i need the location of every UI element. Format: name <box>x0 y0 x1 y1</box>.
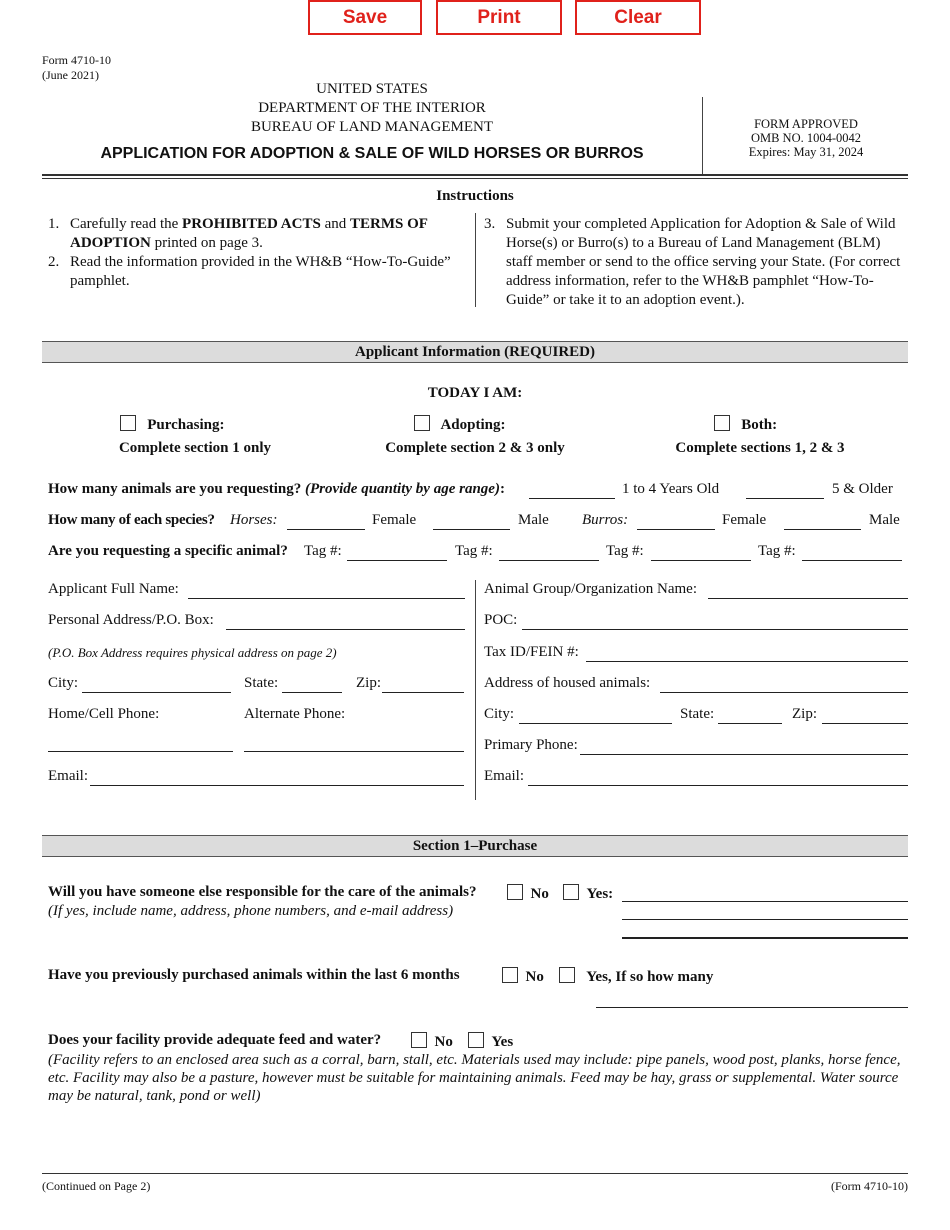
instruction-text: Carefully read the <box>70 216 183 232</box>
approval-line-1: FORM APPROVED <box>754 117 858 131</box>
tag-label-2: Tag #: <box>455 543 493 559</box>
instruction-text: Submit your completed Application for Adoption & Sale of Wild Horse(s) or Burro(s) to a Bureau of Land Management (BLM) staff member or send to the office serving your State. (For correct address information, refer to the WH&B pamphlet “How-To-Guide” or take it to an adoption event.). <box>506 216 901 308</box>
burros-label: Burros: <box>582 512 629 528</box>
housed-address-label: Address of housed animals: <box>484 675 651 691</box>
home-phone-label: Home/Cell Phone: <box>48 706 160 722</box>
horses-female-input[interactable] <box>287 513 365 530</box>
form-date: (June 2021) <box>42 68 99 82</box>
instructions-left <box>48 215 468 291</box>
tag-label-3: Tag #: <box>606 543 644 559</box>
header-rule-top <box>42 174 908 176</box>
primary-phone-input[interactable] <box>580 738 908 755</box>
previous-count-input[interactable] <box>596 991 908 1008</box>
header-rule-bottom <box>42 178 908 179</box>
animals-question-colon: : <box>499 481 505 497</box>
poc-input[interactable] <box>522 613 908 630</box>
applicant-section-bar: Applicant Information (REQUIRED) <box>42 341 908 363</box>
purchasing-checkbox[interactable] <box>120 415 136 431</box>
previous-yes-option <box>559 967 713 986</box>
tag-label-1: Tag #: <box>304 543 342 559</box>
care-details-input-3[interactable] <box>622 921 908 939</box>
footer-form-number: (Form 4710-10) <box>831 1179 908 1193</box>
instruction-number: 1. <box>48 216 60 232</box>
both-note: Complete sections 1, 2 & 3 <box>675 440 845 456</box>
option-both <box>714 415 777 434</box>
care-details-input-2[interactable] <box>622 903 908 920</box>
org-name-label: Animal Group/Organization Name: <box>484 581 698 597</box>
animals-question-hint: (Provide quantity by age range) <box>304 481 500 497</box>
org-state-input[interactable] <box>718 707 782 724</box>
instruction-text: Read the information provided in the WH&B “How-To-Guide” pamphlet. <box>70 254 451 289</box>
email-label: Email: <box>48 768 88 784</box>
omb-approval <box>708 117 904 159</box>
horses-label: Horses: <box>230 512 278 528</box>
org-email-input[interactable] <box>528 769 908 786</box>
facility-no-checkbox[interactable] <box>411 1032 427 1048</box>
footer-continued: (Continued on Page 2) <box>42 1179 151 1193</box>
previous-no-label: No <box>525 969 544 985</box>
tax-id-label: Tax ID/FEIN #: <box>484 644 579 660</box>
tax-id-input[interactable] <box>586 645 908 662</box>
page-title: APPLICATION FOR ADOPTION & SALE OF WILD HORSES OR BURROS <box>100 145 644 162</box>
age-1-4-label: 1 to 4 Years Old <box>622 481 720 497</box>
instructions-divider <box>475 213 476 307</box>
species-question: How many of each species? <box>48 512 215 528</box>
instructions-heading: Instructions <box>436 188 514 204</box>
age-5-older-input[interactable] <box>746 482 824 499</box>
alternate-phone-label: Alternate Phone: <box>244 706 346 722</box>
header-divider <box>702 97 703 175</box>
org-email-label: Email: <box>484 768 524 784</box>
purchasing-label: Purchasing: <box>147 417 225 433</box>
care-question-note: (If yes, include name, address, phone numbers, and e-mail address) <box>48 903 454 919</box>
adopting-checkbox[interactable] <box>414 415 430 431</box>
terms-of-adoption-text: TERMS OF ADOPTION <box>70 216 428 251</box>
tag-label-4: Tag #: <box>758 543 796 559</box>
print-button[interactable]: Print <box>436 0 562 35</box>
facility-note: (Facility refers to an enclosed area such as a corral, barn, stall, etc. Materials used may include: pipe panels, wood post, planks, horse fence, etc. Facility may also be a pasture, however must be suitable for maintaining animals. Feed may be hay, grass or supplemental. Water source may be natural, tank, pond or well) <box>48 1052 901 1104</box>
org-zip-input[interactable] <box>822 707 908 724</box>
poc-label: POC: <box>484 612 518 628</box>
previous-no-option <box>502 967 544 986</box>
org-zip-label: Zip: <box>792 706 817 722</box>
tag-input-1[interactable] <box>347 544 447 561</box>
alternate-phone-input[interactable] <box>244 735 464 752</box>
housed-address-input[interactable] <box>660 676 908 693</box>
agency-block <box>222 80 522 137</box>
burros-male-label: Male <box>869 512 900 528</box>
approval-line-3: Expires: May 31, 2024 <box>748 145 864 159</box>
zip-input[interactable] <box>382 676 464 693</box>
age-5-older-label: 5 & Older <box>832 481 893 497</box>
full-name-input[interactable] <box>188 582 465 599</box>
both-label: Both: <box>741 417 778 433</box>
agency-line-2: DEPARTMENT OF THE INTERIOR <box>258 100 486 116</box>
care-yes-option <box>563 884 613 903</box>
city-input[interactable] <box>82 676 231 693</box>
care-details-input-1[interactable] <box>622 885 908 902</box>
facility-yes-label: Yes <box>491 1034 514 1050</box>
prohibited-acts-text: PROHIBITED ACTS <box>182 216 321 232</box>
section-1-bar: Section 1–Purchase <box>42 835 908 857</box>
facility-yes-option <box>468 1032 513 1051</box>
po-box-note: (P.O. Box Address requires physical address on page 2) <box>48 645 337 660</box>
save-button[interactable]: Save <box>308 0 422 35</box>
tag-input-3[interactable] <box>651 544 751 561</box>
personal-address-input[interactable] <box>226 613 465 630</box>
tag-input-4[interactable] <box>802 544 902 561</box>
footer-rule <box>42 1173 908 1174</box>
instruction-item-3 <box>484 215 904 310</box>
instruction-number: 3. <box>484 216 496 232</box>
home-phone-input[interactable] <box>48 735 233 752</box>
animals-question-text: How many animals are you requesting? <box>48 481 305 497</box>
instruction-item-1 <box>48 215 468 253</box>
applicant-column-divider <box>475 580 476 800</box>
email-input[interactable] <box>90 769 464 786</box>
horses-female-label: Female <box>372 512 417 528</box>
option-purchasing <box>120 415 224 434</box>
org-city-label: City: <box>484 706 515 722</box>
adopting-label: Adopting: <box>440 417 506 433</box>
clear-button[interactable]: Clear <box>575 0 701 35</box>
care-no-label: No <box>530 886 549 902</box>
zip-label: Zip: <box>356 675 381 691</box>
specific-animal-question: Are you requesting a specific animal? <box>48 543 288 559</box>
primary-phone-label: Primary Phone: <box>484 737 578 753</box>
burros-male-input[interactable] <box>784 513 861 530</box>
option-adopting <box>414 415 505 434</box>
instruction-text: and <box>320 216 350 232</box>
care-no-checkbox[interactable] <box>507 884 523 900</box>
facility-yes-checkbox[interactable] <box>468 1032 484 1048</box>
care-no-option <box>507 884 549 903</box>
purchasing-note: Complete section 1 only <box>118 440 272 456</box>
facility-no-label: No <box>434 1034 453 1050</box>
tag-input-2[interactable] <box>499 544 599 561</box>
previous-purchase-question: Have you previously purchased animals within the last 6 months <box>48 967 460 983</box>
form-number: Form 4710-10 <box>42 53 111 67</box>
org-name-input[interactable] <box>708 582 908 599</box>
facility-question: Does your facility provide adequate feed and water? <box>48 1032 382 1048</box>
org-state-label: State: <box>680 706 715 722</box>
instruction-text: printed on page 3. <box>150 235 263 251</box>
care-yes-label: Yes: <box>586 886 614 902</box>
horses-male-label: Male <box>518 512 549 528</box>
full-name-label: Applicant Full Name: <box>48 581 179 597</box>
both-checkbox[interactable] <box>714 415 730 431</box>
horses-male-input[interactable] <box>433 513 510 530</box>
care-question: Will you have someone else responsible for the care of the animals? <box>48 884 477 900</box>
animals-question <box>48 481 505 498</box>
age-1-4-input[interactable] <box>529 482 615 499</box>
agency-line-1: UNITED STATES <box>316 81 428 97</box>
previous-no-checkbox[interactable] <box>502 967 518 983</box>
instruction-number: 2. <box>48 254 60 270</box>
burros-female-label: Female <box>722 512 767 528</box>
previous-yes-label: Yes, If so how many <box>586 969 714 985</box>
care-yes-checkbox[interactable] <box>563 884 579 900</box>
today-i-am-label: TODAY I AM: <box>427 385 523 401</box>
state-label: State: <box>244 675 279 691</box>
state-input[interactable] <box>282 676 342 693</box>
city-label: City: <box>48 675 79 691</box>
facility-no-option <box>411 1032 453 1051</box>
personal-address-label: Personal Address/P.O. Box: <box>48 612 214 628</box>
burros-female-input[interactable] <box>637 513 715 530</box>
approval-line-2: OMB NO. 1004-0042 <box>750 131 862 145</box>
agency-line-3: BUREAU OF LAND MANAGEMENT <box>250 119 494 135</box>
previous-yes-checkbox[interactable] <box>559 967 575 983</box>
instruction-item-2 <box>48 253 468 291</box>
adopting-note: Complete section 2 & 3 only <box>385 440 565 456</box>
org-city-input[interactable] <box>519 707 672 724</box>
